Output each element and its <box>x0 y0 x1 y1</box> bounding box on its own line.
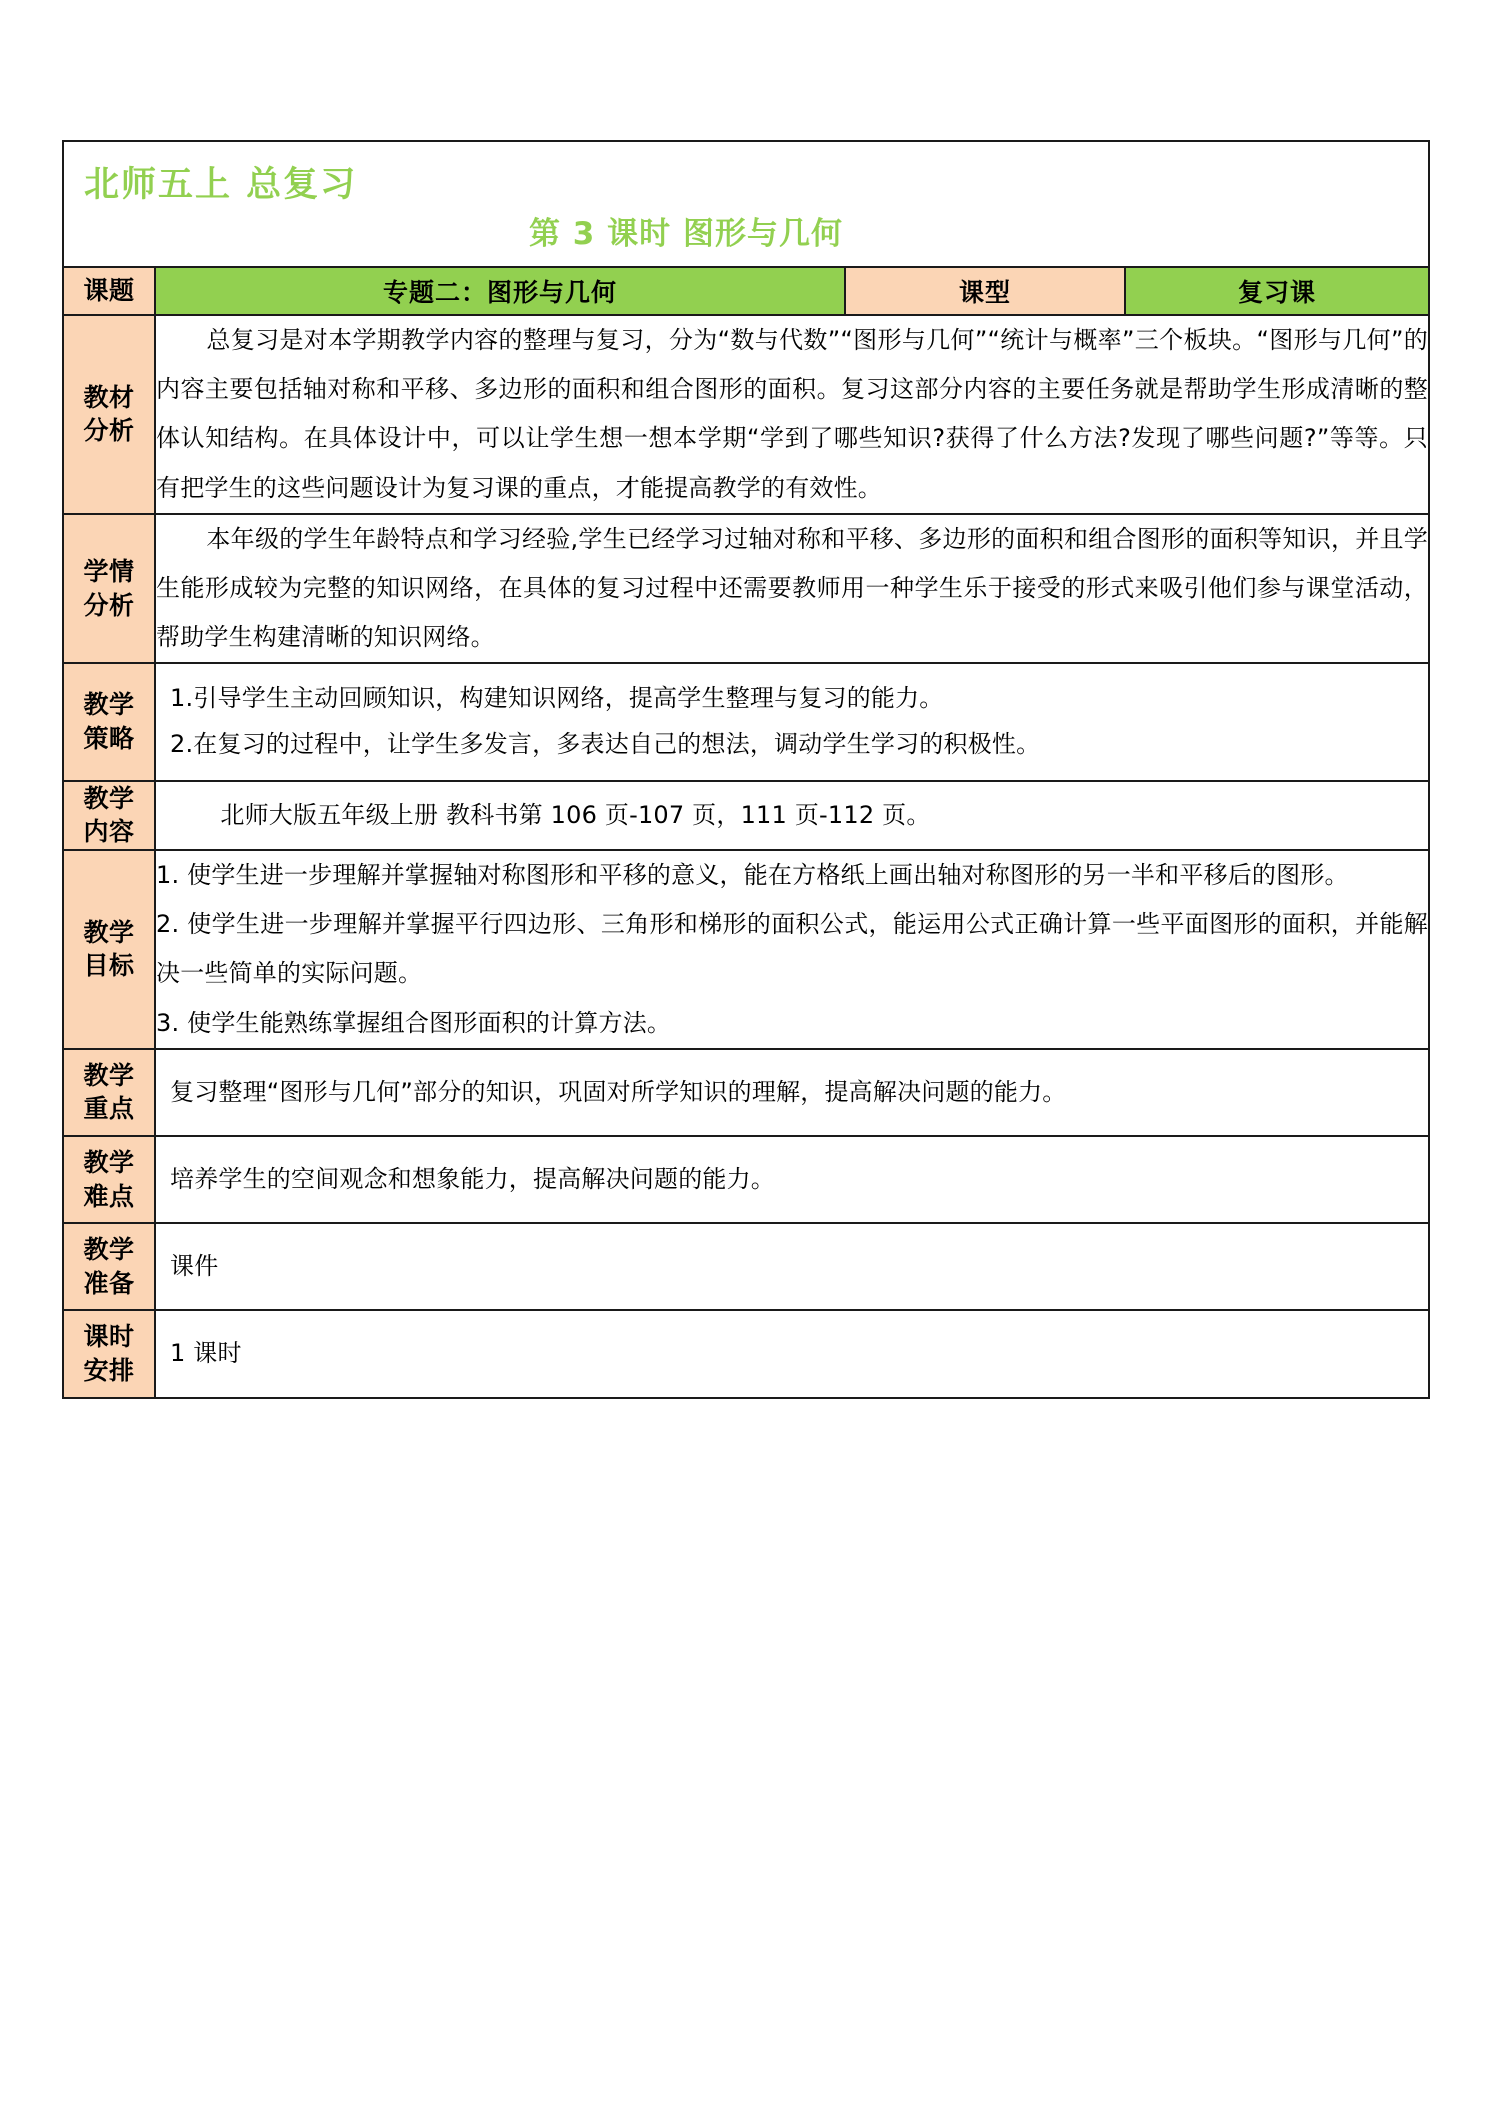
table-row-teaching-objectives <box>63 850 1429 1049</box>
row-label-teaching-strategy: 教学 策略 <box>63 663 155 780</box>
row-label-teaching-content: 教学 内容 <box>63 781 155 851</box>
row-content-teaching-preparation: 课件 <box>155 1223 1429 1310</box>
row-label-class-hours: 课时 安排 <box>63 1310 155 1397</box>
row-content-teaching-strategy: 1.引导学生主动回顾知识，构建知识网络，提高学生整理与复习的能力。 2.在复习的过程中，让学生多发言，多表达自己的想法，调动学生学习的积极性。 <box>155 663 1429 780</box>
table-row-teaching-content <box>63 781 1429 851</box>
table-row-teaching-strategy <box>63 663 1429 780</box>
table-row-student-analysis <box>63 514 1429 664</box>
title-lesson-line: 第 3 课时 图形与几何 <box>529 215 843 252</box>
row-content-student-analysis: 本年级的学生年龄特点和学习经验,学生已经学习过轴对称和平移、多边形的面积和组合图形的面积等知识，并且学生能形成较为完整的知识网络，在具体的复习过程中还需要教师用一种学生乐于接受的形式来吸引他们参与课堂活动，帮助学生构建清晰的知识网络。 <box>155 514 1429 664</box>
header-cell-subject-label: 课题 <box>63 267 155 315</box>
row-content-teaching-material-analysis: 总复习是对本学期教学内容的整理与复习，分为“数与代数”“图形与几何”“统计与概率”三个板块。“图形与几何”的内容主要包括轴对称和平移、多边形的面积和组合图形的面积。复习这部分内容的主要任务就是帮助学生形成清晰的整体认知结构。在具体设计中，可以让学生想一想本学期“学到了哪些知识?获得了什么方法?发现了哪些问题?”等等。只有把学生的这些问题设计为复习课的重点，才能提高教学的有效性。 <box>155 315 1429 514</box>
title-subject-line: 北师五上 总复习 <box>84 165 358 205</box>
header-cell-type-value: 复习课 <box>1125 267 1429 315</box>
row-content-teaching-difficulty: 培养学生的空间观念和想象能力，提高解决问题的能力。 <box>155 1136 1429 1223</box>
table-row-teaching-difficulty <box>63 1136 1429 1223</box>
table-row-teaching-material-analysis <box>63 315 1429 514</box>
row-content-class-hours: 1 课时 <box>155 1310 1429 1397</box>
row-label-teaching-preparation: 教学 准备 <box>63 1223 155 1310</box>
table-row-teaching-key-point <box>63 1049 1429 1136</box>
table-header-row <box>63 267 1429 315</box>
table-row-class-hours <box>63 1310 1429 1397</box>
lesson-plan-sheet <box>62 140 1430 1399</box>
title-block <box>62 140 1430 266</box>
row-content-teaching-content: 北师大版五年级上册 教科书第 106 页-107 页，111 页-112 页。 <box>155 781 1429 851</box>
row-content-teaching-key-point: 复习整理“图形与几何”部分的知识，巩固对所学知识的理解，提高解决问题的能力。 <box>155 1049 1429 1136</box>
row-label-teaching-objectives: 教学 目标 <box>63 850 155 1049</box>
lesson-plan-table <box>62 266 1430 1399</box>
row-label-teaching-material-analysis: 教材 分析 <box>63 315 155 514</box>
row-content-teaching-objectives: 1. 使学生进一步理解并掌握轴对称图形和平移的意义，能在方格纸上画出轴对称图形的另一半和平移后的图形。 2. 使学生进一步理解并掌握平行四边形、三角形和梯形的面积公式，能运用公式正确计算一些平面图形的面积，并能解决一些简单的实际问题。 3. 使学生能熟练掌握组合图形面积的计算方法。 <box>155 850 1429 1049</box>
row-label-teaching-difficulty: 教学 难点 <box>63 1136 155 1223</box>
row-label-teaching-key-point: 教学 重点 <box>63 1049 155 1136</box>
row-label-student-analysis: 学情 分析 <box>63 514 155 664</box>
table-row-teaching-preparation <box>63 1223 1429 1310</box>
header-cell-topic: 专题二：图形与几何 <box>155 267 845 315</box>
header-cell-type-label: 课型 <box>845 267 1125 315</box>
